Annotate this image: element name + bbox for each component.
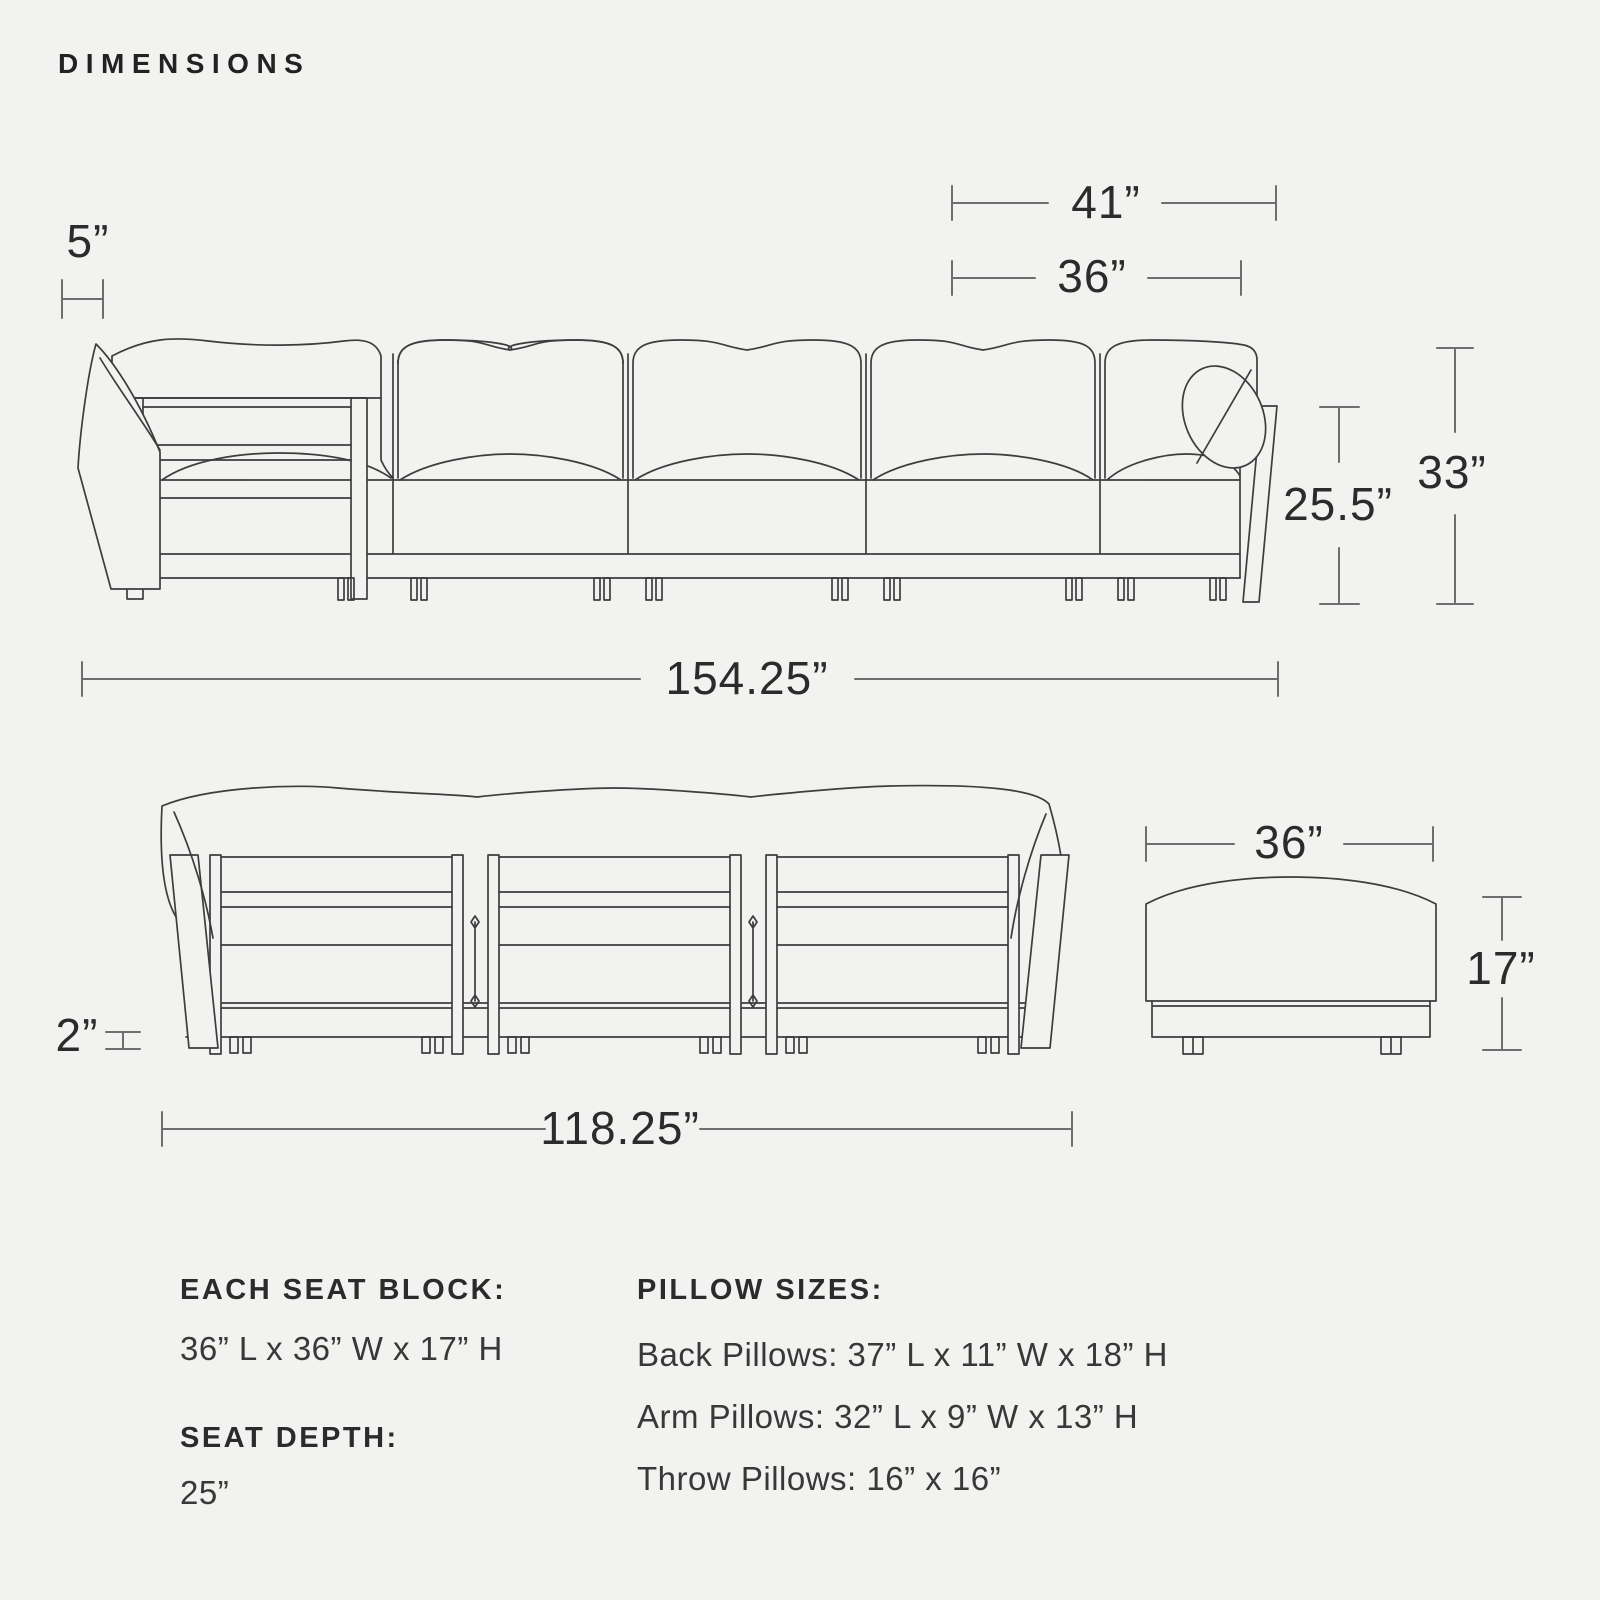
seat-block-value: 36” L x 36” W x 17” H	[180, 1330, 503, 1367]
back-frame-1	[210, 855, 463, 1054]
dim-label-back-width: 41”	[1071, 176, 1141, 228]
front-legs	[338, 578, 1226, 600]
dim-line-arm-5	[62, 280, 103, 318]
pillow-size-arm: Arm Pillows: 32” L x 9” W x 13” H	[637, 1398, 1139, 1435]
seat-depth-label: SEAT DEPTH:	[180, 1422, 399, 1454]
back-right-wing	[1021, 855, 1069, 1048]
pillow-sizes-label: PILLOW SIZES:	[637, 1274, 884, 1306]
seat-back-pillow-1	[398, 340, 623, 478]
seat-back-pillow-3	[871, 340, 1095, 478]
dim-line-2	[106, 1032, 140, 1049]
seat-back-pillow-1-top	[398, 340, 623, 363]
front-base-lines	[111, 554, 1240, 578]
dim-label-seat-back-height: 25.5”	[1283, 478, 1393, 530]
dim-label-arm-width: 5”	[66, 215, 110, 267]
dim-label-overall-height: 33”	[1417, 446, 1487, 498]
seat-block-label: EACH SEAT BLOCK:	[180, 1274, 507, 1306]
corner-frame-rails	[127, 398, 367, 498]
dim-label-leg-height: 2”	[55, 1009, 99, 1061]
back-frame-2	[488, 855, 741, 1054]
seat-back-pillow-2	[633, 340, 861, 478]
back-view-drawing	[161, 786, 1069, 1054]
seat-depth-value: 25”	[180, 1474, 230, 1511]
back-cushion-silhouette	[161, 786, 1061, 922]
back-frame-2-rails	[499, 857, 730, 945]
back-legs	[230, 1037, 999, 1053]
pillow-size-back: Back Pillows: 37” L x 11” W x 18” H	[637, 1336, 1168, 1373]
page-title: DIMENSIONS	[58, 48, 311, 79]
corner-pillow-right-edge	[381, 398, 393, 478]
pillow-size-throw: Throw Pillows: 16” x 16”	[637, 1460, 1002, 1497]
dim-label-overall-width: 154.25”	[665, 652, 829, 704]
back-connectors	[471, 916, 757, 1007]
back-frame-1-rails	[221, 857, 452, 945]
dim-label-seat-width: 36”	[1057, 250, 1127, 302]
seat-cushion-1	[400, 454, 621, 480]
back-frame-3-rails	[777, 857, 1008, 945]
ottoman-drawing	[1146, 877, 1436, 1054]
back-frame-3	[766, 855, 1019, 1054]
ottoman-legs	[1183, 1037, 1401, 1054]
ottoman-cushion	[1146, 877, 1436, 1001]
corner-back-pillow	[112, 339, 381, 398]
dim-label-ottoman-height: 17”	[1466, 942, 1536, 994]
seat-cushion-2	[635, 454, 859, 480]
dim-label-ottoman-width: 36”	[1254, 816, 1324, 868]
ottoman-base	[1152, 1001, 1430, 1037]
front-view-drawing	[78, 339, 1281, 602]
back-base-lines	[186, 1003, 1044, 1037]
seat-cushion-3	[873, 454, 1093, 480]
dim-label-back-overall-width: 118.25”	[540, 1102, 700, 1154]
